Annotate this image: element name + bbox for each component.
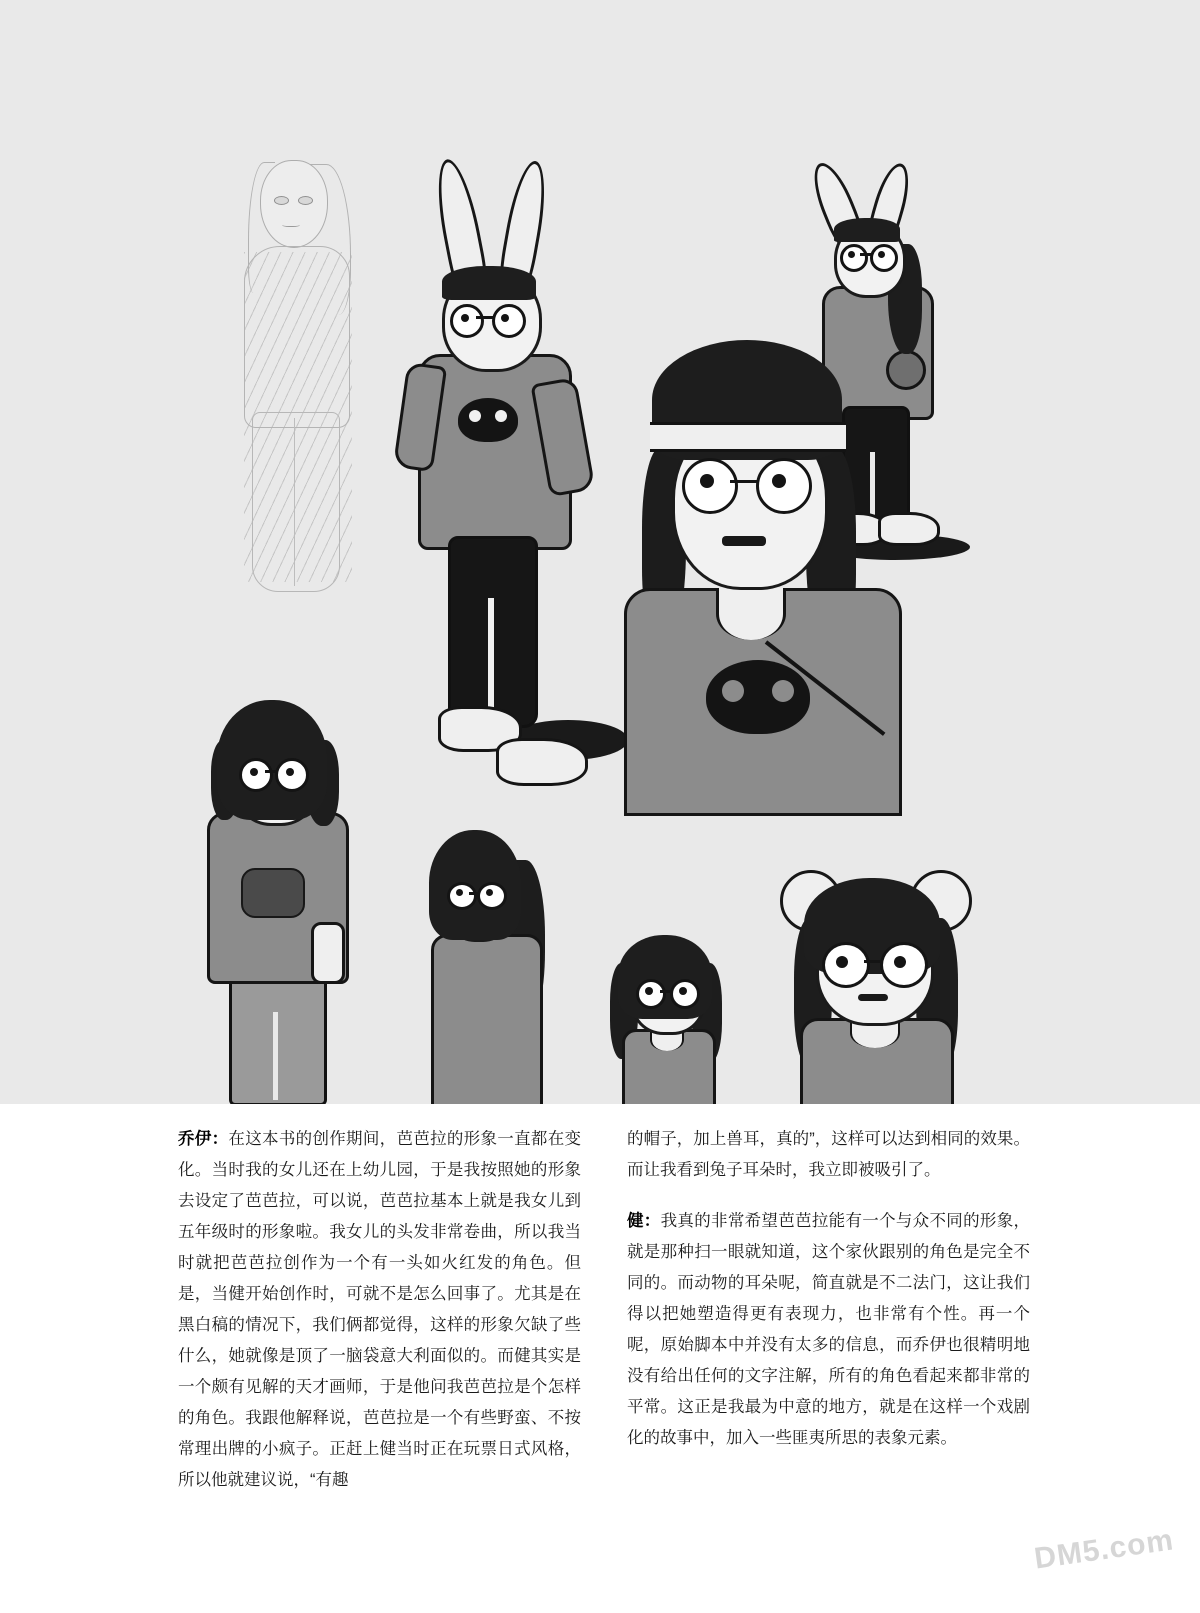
character-hand <box>311 922 345 984</box>
interview-text-area <box>0 1104 1200 1613</box>
character-mouth <box>722 536 766 546</box>
tee-graphic <box>241 868 305 918</box>
glasses-lens-right <box>756 458 812 514</box>
sketch-head <box>260 160 328 248</box>
glasses-bridge <box>864 960 882 963</box>
speaker-label-ken: 健： <box>627 1212 661 1230</box>
pupil-right <box>772 474 786 488</box>
pupil-left <box>836 956 848 968</box>
figure-bunny-standing <box>400 158 620 818</box>
skull-logo-icon <box>706 660 810 734</box>
character-pants <box>229 972 327 1104</box>
figure-girl-side <box>415 830 575 1104</box>
glasses-lens-left <box>840 244 868 272</box>
sketch-torso <box>244 246 350 428</box>
figure-bust-portrait <box>620 340 910 810</box>
glasses-lens-left <box>447 882 477 910</box>
speaker-label-joe: 乔伊： <box>178 1130 229 1148</box>
pupil-right <box>894 956 906 968</box>
skull-logo-icon <box>458 398 518 442</box>
glasses-bridge <box>476 316 494 319</box>
figure-sketch-girl <box>222 160 392 590</box>
pupil-left <box>250 768 258 776</box>
figure-girl-tee <box>195 700 380 1100</box>
pupil-right <box>286 768 294 776</box>
character-hair <box>217 700 327 820</box>
character-hair <box>442 266 536 300</box>
character-mouth <box>858 994 888 1001</box>
text-columns <box>178 1124 1030 1516</box>
shoe-right <box>496 738 588 786</box>
glasses-lens-right <box>477 882 507 910</box>
glasses-bridge <box>730 480 758 483</box>
pupil-left <box>848 251 855 258</box>
text-column-right <box>627 1124 1030 1516</box>
paragraph-ken <box>627 1206 1030 1454</box>
character-hair <box>618 935 712 1019</box>
pupil-right <box>486 889 493 896</box>
pupil-right <box>501 314 509 322</box>
sketch-legs <box>252 412 340 592</box>
paragraph-body: 我真的非常希望芭芭拉能有一个与众不同的形象，就是那种扫一眼就知道，这个家伙跟别的角色是完全不同的。而动物的耳朵呢，简直就是不二法门，这让我们得以把她塑造得更有表现力，也非常有个性。再一个呢，原始脚本中并没有太多的信息，而乔伊也很精明地没有给出任何的文字注解，所有的角色看起来都非常的平常。这正是我最为中意的地方，就是在这样一个戏剧化的故事中，加入一些匪夷所思的表象元素。 <box>627 1212 1031 1447</box>
character-shirt <box>431 934 543 1104</box>
pupil-left <box>461 314 469 322</box>
glasses-lens-right <box>492 304 526 338</box>
sketch-mouth <box>282 222 300 227</box>
figure-kid-bear <box>770 860 980 1104</box>
paragraph-body: 在这本书的创作期间，芭芭拉的形象一直都在变化。当时我的女儿还在上幼儿园，于是我按照她的形象去设定了芭芭拉，可以说，芭芭拉基本上就是我女儿到五年级时的形象啦。我女儿的头发非常卷曲，所以我当时就把芭芭拉创作为一个有一头如火红发的角色。但是，当健开始创作时，可就不是怎么回事了。尤其是在黑白稿的情况下，我们俩都觉得，这样的形象欠缺了些什么，她就像是顶了一脑袋意大利面似的。而健其实是一个颇有见解的天才画师，于是他问我芭芭拉是个怎样的角色。我跟他解释说，芭芭拉是一个有些野蛮、不按常理出牌的小疯子。正赶上健当时正在玩票日式风格，所以他就建议说，“有趣 <box>178 1130 582 1489</box>
paragraph-body: 的帽子，加上兽耳，真的”，这样可以达到相同的效果。而让我看到兔子耳朵时，我立即被吸引了。 <box>627 1130 1030 1179</box>
pupil-left <box>700 474 714 488</box>
figure-kid-small <box>600 935 730 1104</box>
sketch-eye-right <box>298 196 313 205</box>
hat-band <box>650 422 846 452</box>
shirt-vneck <box>716 588 786 640</box>
character-hair <box>834 218 900 242</box>
sketch-leg-divider <box>294 418 295 586</box>
leg-divider <box>273 1012 278 1100</box>
text-column-left <box>178 1124 581 1516</box>
glasses-lens-right <box>870 244 898 272</box>
pupil-right <box>679 987 687 995</box>
glasses-bridge <box>469 892 479 895</box>
paragraph-joe <box>178 1124 581 1496</box>
sketch-eye-left <box>274 196 289 205</box>
glasses-bridge <box>860 253 872 256</box>
pupil-left <box>456 889 463 896</box>
glasses-bridge <box>265 770 277 773</box>
character-hair <box>429 830 521 940</box>
paragraph-continuation <box>627 1124 1030 1186</box>
pupil-left <box>645 987 653 995</box>
leg-divider <box>488 598 494 722</box>
glasses-bridge <box>660 990 671 993</box>
watermark: DM5.com <box>1031 1523 1176 1576</box>
pupil-right <box>878 251 885 258</box>
